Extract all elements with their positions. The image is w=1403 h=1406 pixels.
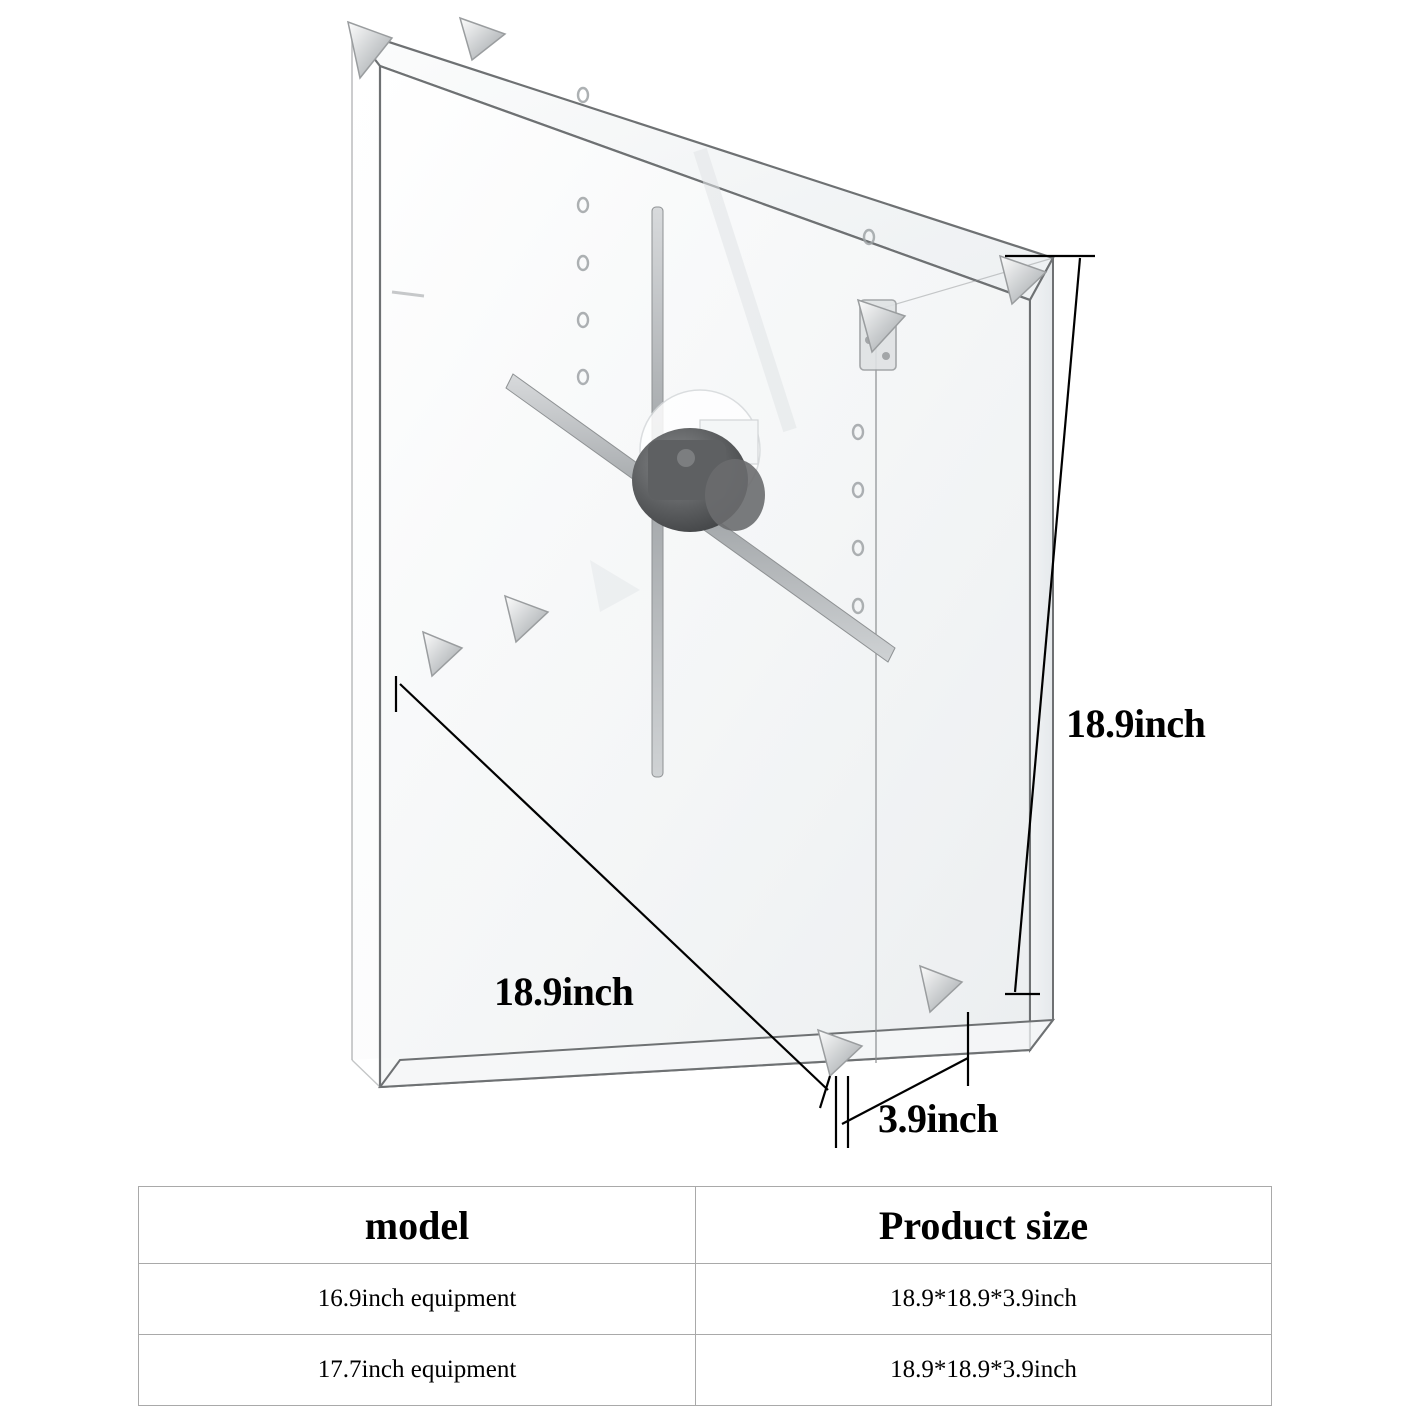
cell-product-size: 18.9*18.9*3.9inch bbox=[696, 1335, 1272, 1406]
table-header-row bbox=[139, 1187, 1272, 1264]
cell-model: 16.9inch equipment bbox=[139, 1264, 696, 1335]
column-header-model: model bbox=[139, 1187, 696, 1264]
acrylic-box bbox=[348, 18, 1053, 1087]
table-row bbox=[139, 1335, 1272, 1406]
table-row bbox=[139, 1264, 1272, 1335]
dimension-label-width: 18.9inch bbox=[494, 969, 634, 1014]
dimension-label-depth: 3.9inch bbox=[878, 1096, 998, 1141]
cell-model: 17.7inch equipment bbox=[139, 1335, 696, 1406]
product-spec-table bbox=[138, 1186, 1272, 1406]
box-right-panel bbox=[1030, 258, 1053, 1050]
dimension-label-height: 18.9inch bbox=[1066, 701, 1206, 746]
column-header-product-size: Product size bbox=[696, 1187, 1272, 1264]
cell-product-size: 18.9*18.9*3.9inch bbox=[696, 1264, 1272, 1335]
